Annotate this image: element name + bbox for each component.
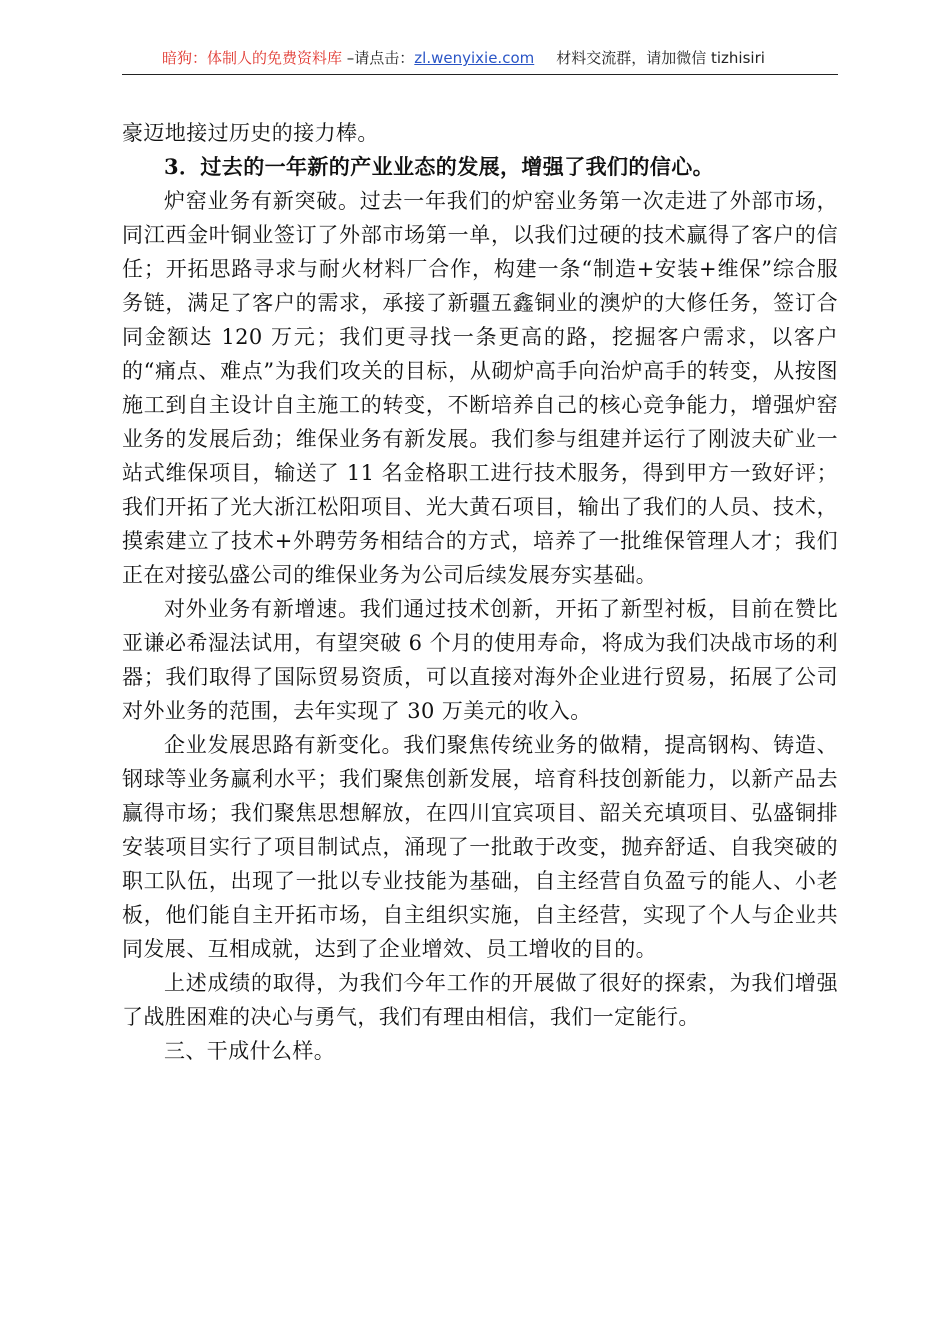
paragraph-continuation: 豪迈地接过历史的接力棒。 [122,121,379,145]
section-heading: 3．过去的一年新的产业业态的发展，增强了我们的信心。 [164,154,715,179]
header-brand: 暗狗：体制人的免费资料库 [162,49,343,67]
page-header [122,44,838,75]
header-contact: 材料交流群，请加微信 tizhisiri [556,49,765,67]
header-prompt: –请点击： [342,49,415,67]
section-heading: 三、干成什么样。 [164,1039,336,1063]
header-link[interactable]: zl.wenyixie.com [414,49,535,67]
paragraph: 企业发展思路有新变化。我们聚焦传统业务的做精，提高钢构、铸造、钢球等业务赢利水平；我们聚焦创新发展，培育科技创新能力，以新产品去赢得市场；我们聚焦思想解放，在四川宜宾项目、韶关充填项目、弘盛铜排安装项目实行了项目制试点，涌现了一批敢于改变，抛弃舒适、自我突破的职工队伍，出现了一批以专业技能为基础，自主经营自负盈亏的能人、小老板，他们能自主开拓市场，自主组织实施，自主经营，实现了个人与企业共同发展、互相成就，达到了企业增效、员工增收的目的。 [122,733,838,961]
paragraph: 对外业务有新增速。我们通过技术创新，开拓了新型衬板，目前在赞比亚谦必希湿法试用，有望突破 6 个月的使用寿命，将成为我们决战市场的利器；我们取得了国际贸易资质，可以直接对海外企业进行贸易，拓展了公司对外业务的范围，去年实现了 30 万美元的收入。 [122,597,838,723]
paragraph: 炉窑业务有新突破。过去一年我们的炉窑业务第一次走进了外部市场，同江西金叶铜业签订了外部市场第一单，以我们过硬的技术赢得了客户的信任；开拓思路寻求与耐火材料厂合作，构建一条“制造+安装+维保”综合服务链，满足了客户的需求，承接了新疆五鑫铜业的澳炉的大修任务，签订合同金额达 120 万元；我们更寻找一条更高的路，挖掘客户需求，以客户的“痛点、难点”为我们攻关的目标，从砌炉高手向治炉高手的转变，从按图施工到自主设计自主施工的转变，不断培养自己的核心竞争能力，增强炉窑业务的发展后劲；维保业务有新发展。我们参与组建并运行了刚波夫矿业一站式维保项目，输送了 11 名金格职工进行技术服务，得到甲方一致好评；我们开拓了光大浙江松阳项目、光大黄石项目，输出了我们的人员、技术，摸索建立了技术+外聘劳务相结合的方式，培养了一批维保管理人才；我们正在对接弘盛公司的维保业务为公司后续发展夯实基础。 [122,189,838,587]
document-body [122,116,838,1068]
paragraph: 上述成绩的取得，为我们今年工作的开展做了很好的探索，为我们增强了战胜困难的决心与勇气，我们有理由相信，我们一定能行。 [122,971,838,1029]
